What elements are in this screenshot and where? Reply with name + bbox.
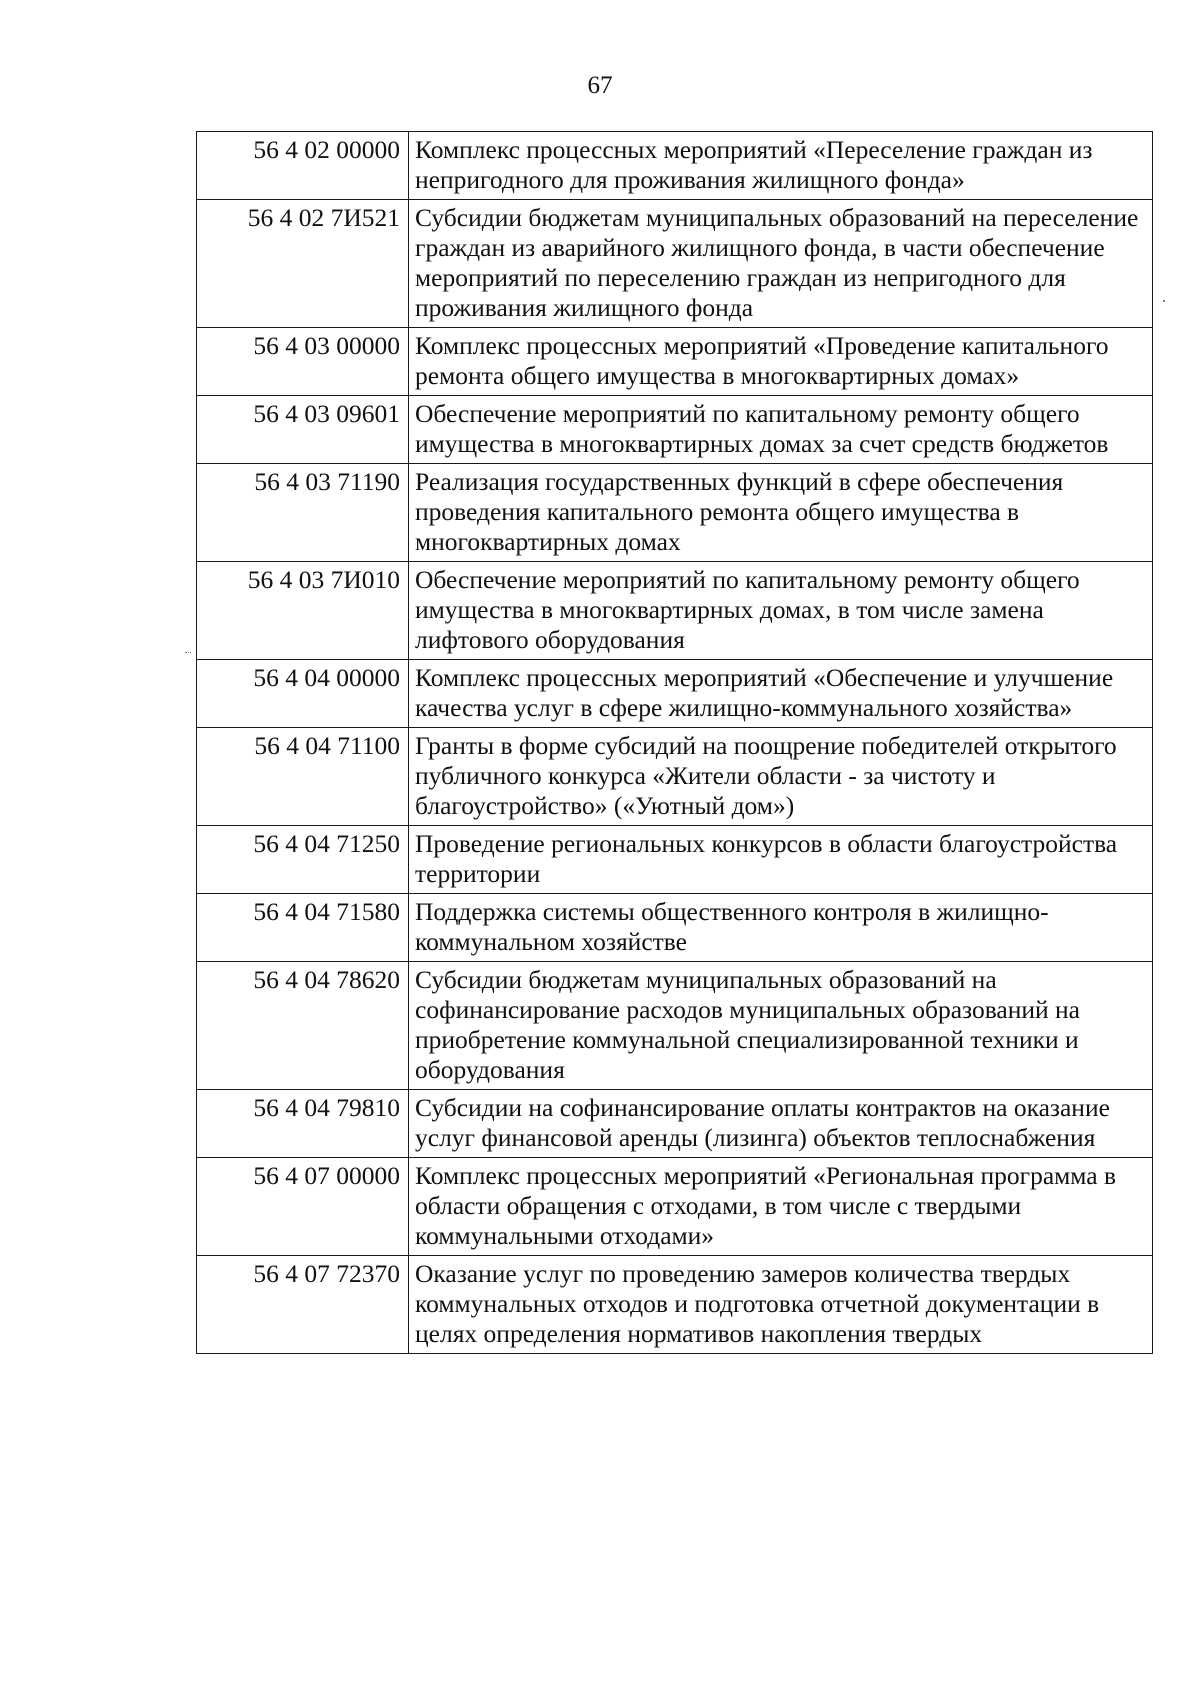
row-code: 56 4 02 00000	[197, 132, 409, 200]
table-row	[197, 396, 1153, 464]
row-description: Субсидии бюджетам муниципальных образований на переселение граждан из аварийного жилищного фонда, в части обеспечение мероприятий по переселению граждан из непригодного для проживания жилищного фонда	[409, 200, 1153, 328]
row-code: 56 4 04 71100	[197, 728, 409, 826]
table-row	[197, 1158, 1153, 1256]
table-row	[197, 826, 1153, 894]
row-description: Обеспечение мероприятий по капитальному ремонту общего имущества в многоквартирных домах, в том числе замена лифтового оборудования	[409, 562, 1153, 660]
row-description: Комплекс процессных мероприятий «Переселение граждан из непригодного для проживания жилищного фонда»	[409, 132, 1153, 200]
table-row	[197, 132, 1153, 200]
row-code: 56 4 04 79810	[197, 1090, 409, 1158]
row-code: 56 4 03 00000	[197, 328, 409, 396]
row-code: 56 4 03 7И010	[197, 562, 409, 660]
table-row	[197, 200, 1153, 328]
row-description: Комплекс процессных мероприятий «Проведение капитального ремонта общего имущества в многоквартирных домах»	[409, 328, 1153, 396]
margin-mark	[185, 652, 191, 653]
table-row	[197, 962, 1153, 1090]
row-code: 56 4 04 78620	[197, 962, 409, 1090]
row-description: Обеспечение мероприятий по капитальному ремонту общего имущества в многоквартирных домах за счет средств бюджетов	[409, 396, 1153, 464]
row-description: Гранты в форме субсидий на поощрение победителей открытого публичного конкурса «Жители области - за чистоту и благоустройство» («Уютный дом»)	[409, 728, 1153, 826]
row-description: Комплекс процессных мероприятий «Обеспечение и улучшение качества услуг в сфере жилищно-коммунального хозяйства»	[409, 660, 1153, 728]
table-row	[197, 728, 1153, 826]
table-row	[197, 1256, 1153, 1354]
row-code: 56 4 04 71580	[197, 894, 409, 962]
row-code: 56 4 07 72370	[197, 1256, 409, 1354]
row-description: Оказание услуг по проведению замеров количества твердых коммунальных отходов и подготовка отчетной документации в целях определения нормативов накопления твердых	[409, 1256, 1153, 1354]
row-code: 56 4 03 71190	[197, 464, 409, 562]
table-row	[197, 894, 1153, 962]
row-code: 56 4 07 00000	[197, 1158, 409, 1256]
row-description: Комплекс процессных мероприятий «Региональная программа в области обращения с отходами, в том числе с твердыми коммунальными отходами»	[409, 1158, 1153, 1256]
table-row	[197, 1090, 1153, 1158]
table-row	[197, 660, 1153, 728]
table-row	[197, 464, 1153, 562]
row-code: 56 4 04 71250	[197, 826, 409, 894]
table-row	[197, 328, 1153, 396]
row-description: Субсидии бюджетам муниципальных образований на софинансирование расходов муниципальных образований на приобретение коммунальной специализированной техники и оборудования	[409, 962, 1153, 1090]
budget-classification-table	[196, 131, 1153, 1354]
row-description: Субсидии на софинансирование оплаты контрактов на оказание услуг финансовой аренды (лизинга) объектов теплоснабжения	[409, 1090, 1153, 1158]
row-description: Проведение региональных конкурсов в области благоустройства территории	[409, 826, 1153, 894]
table-row	[197, 562, 1153, 660]
page-number: 67	[587, 72, 613, 99]
table-body	[197, 132, 1153, 1354]
row-description: Реализация государственных функций в сфере обеспечения проведения капитального ремонта общего имущества в многоквартирных домах	[409, 464, 1153, 562]
row-code: 56 4 02 7И521	[197, 200, 409, 328]
row-code: 56 4 04 00000	[197, 660, 409, 728]
row-code: 56 4 03 09601	[197, 396, 409, 464]
row-description: Поддержка системы общественного контроля в жилищно-коммунальном хозяйстве	[409, 894, 1153, 962]
margin-dot	[1163, 300, 1165, 302]
